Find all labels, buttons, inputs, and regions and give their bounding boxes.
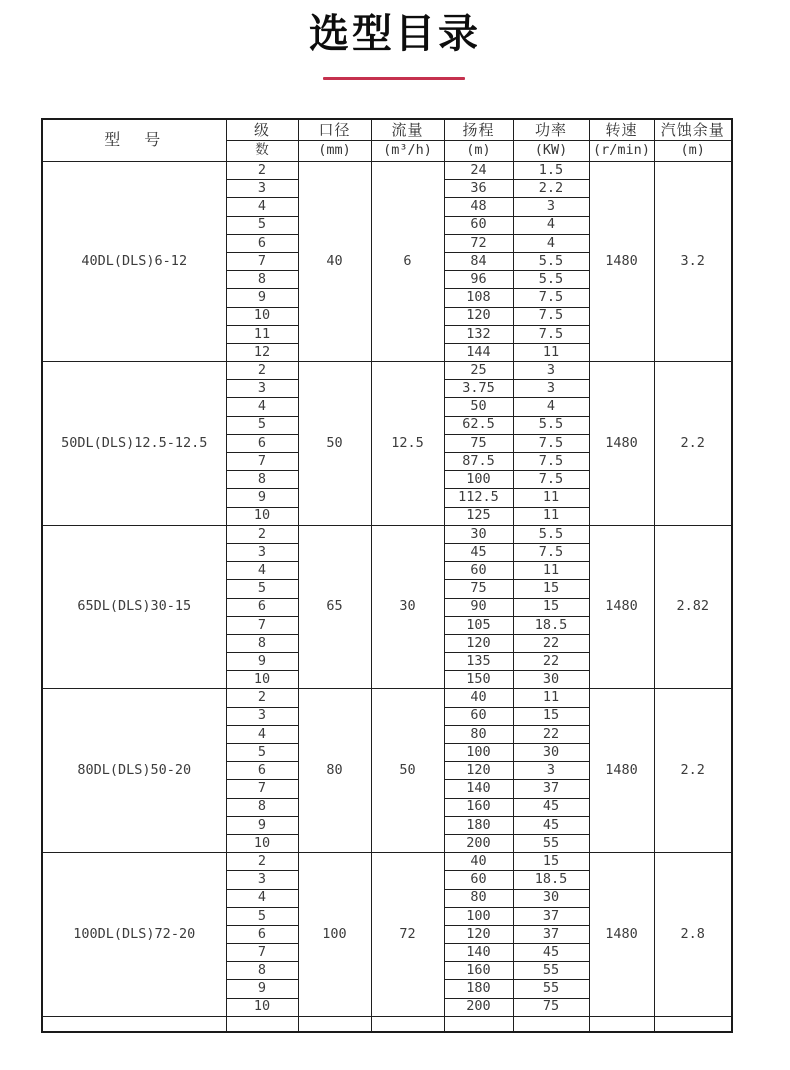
stages-cell: 6 [226, 762, 298, 780]
diameter-cell [298, 1016, 371, 1032]
power-cell: 11 [513, 343, 589, 361]
header-npsh: 汽蚀余量 [654, 119, 732, 141]
head-cell: 112.5 [444, 489, 513, 507]
stages-cell: 2 [226, 689, 298, 707]
head-cell: 140 [444, 944, 513, 962]
head-cell: 87.5 [444, 453, 513, 471]
model-cell: 40DL(DLS)6-12 [42, 162, 226, 362]
stages-cell: 6 [226, 598, 298, 616]
head-cell: 96 [444, 271, 513, 289]
power-cell: 5.5 [513, 416, 589, 434]
head-cell: 125 [444, 507, 513, 525]
stages-cell: 7 [226, 780, 298, 798]
power-cell: 37 [513, 907, 589, 925]
power-cell: 18.5 [513, 871, 589, 889]
model-cell [42, 1016, 226, 1032]
catalog-table-header [42, 119, 732, 162]
power-cell: 30 [513, 671, 589, 689]
diameter-cell: 80 [298, 689, 371, 853]
header-diameter-unit: (mm) [298, 141, 371, 162]
flow-cell [371, 1016, 444, 1032]
head-cell: 200 [444, 834, 513, 852]
power-cell: 3 [513, 198, 589, 216]
head-cell: 45 [444, 543, 513, 561]
flow-cell: 50 [371, 689, 444, 853]
stages-cell: 6 [226, 434, 298, 452]
stages-cell: 6 [226, 234, 298, 252]
head-cell: 75 [444, 580, 513, 598]
power-cell: 11 [513, 489, 589, 507]
stages-cell: 8 [226, 962, 298, 980]
stages-cell: 4 [226, 398, 298, 416]
head-cell: 135 [444, 653, 513, 671]
speed-cell: 1480 [589, 162, 654, 362]
stages-cell: 8 [226, 471, 298, 489]
power-cell: 37 [513, 780, 589, 798]
stages-cell: 2 [226, 362, 298, 380]
stages-cell: 9 [226, 489, 298, 507]
stages-cell: 5 [226, 416, 298, 434]
stages-cell: 3 [226, 180, 298, 198]
head-cell: 140 [444, 780, 513, 798]
head-cell: 50 [444, 398, 513, 416]
stages-cell: 9 [226, 653, 298, 671]
head-cell: 105 [444, 616, 513, 634]
header-row-names [42, 119, 732, 141]
stages-cell: 3 [226, 543, 298, 561]
stages-cell: 4 [226, 725, 298, 743]
power-cell: 22 [513, 634, 589, 652]
stages-cell: 7 [226, 616, 298, 634]
power-cell: 30 [513, 744, 589, 762]
power-cell: 7.5 [513, 453, 589, 471]
head-cell: 30 [444, 525, 513, 543]
power-cell: 3 [513, 362, 589, 380]
power-cell: 5.5 [513, 252, 589, 270]
power-cell: 7.5 [513, 307, 589, 325]
speed-cell: 1480 [589, 689, 654, 853]
header-head: 扬程 [444, 119, 513, 141]
header-head-unit: (m) [444, 141, 513, 162]
stages-cell: 9 [226, 980, 298, 998]
power-cell: 15 [513, 853, 589, 871]
stages-cell: 8 [226, 634, 298, 652]
flow-cell: 72 [371, 853, 444, 1017]
head-cell: 60 [444, 216, 513, 234]
power-cell: 11 [513, 689, 589, 707]
header-diameter: 口径 [298, 119, 371, 141]
stages-cell: 3 [226, 871, 298, 889]
power-cell: 4 [513, 216, 589, 234]
power-cell: 11 [513, 507, 589, 525]
power-cell: 5.5 [513, 271, 589, 289]
header-power-unit: (KW) [513, 141, 589, 162]
stages-cell: 5 [226, 744, 298, 762]
head-cell: 144 [444, 343, 513, 361]
stages-cell: 5 [226, 216, 298, 234]
head-cell: 200 [444, 998, 513, 1016]
stages-cell: 11 [226, 325, 298, 343]
partial-row [42, 1016, 732, 1032]
power-cell: 37 [513, 925, 589, 943]
stages-cell: 10 [226, 834, 298, 852]
model-cell: 100DL(DLS)72-20 [42, 853, 226, 1017]
header-flow: 流量 [371, 119, 444, 141]
npsh-cell: 2.2 [654, 689, 732, 853]
model-cell: 65DL(DLS)30-15 [42, 525, 226, 689]
stages-cell: 9 [226, 289, 298, 307]
power-cell: 22 [513, 653, 589, 671]
stages-cell: 2 [226, 853, 298, 871]
speed-cell [589, 1016, 654, 1032]
head-cell: 75 [444, 434, 513, 452]
stages-cell: 10 [226, 307, 298, 325]
head-cell [444, 1016, 513, 1032]
head-cell: 180 [444, 816, 513, 834]
speed-cell: 1480 [589, 362, 654, 526]
stages-cell: 12 [226, 343, 298, 361]
power-cell: 22 [513, 725, 589, 743]
stages-cell: 4 [226, 562, 298, 580]
power-cell: 55 [513, 980, 589, 998]
stages-cell: 8 [226, 798, 298, 816]
head-cell: 48 [444, 198, 513, 216]
head-cell: 100 [444, 471, 513, 489]
stages-cell: 2 [226, 525, 298, 543]
stages-cell: 4 [226, 198, 298, 216]
head-cell: 40 [444, 853, 513, 871]
stages-cell: 3 [226, 380, 298, 398]
power-cell: 55 [513, 834, 589, 852]
header-power: 功率 [513, 119, 589, 141]
stages-cell: 7 [226, 944, 298, 962]
head-cell: 100 [444, 907, 513, 925]
model-cell: 80DL(DLS)50-20 [42, 689, 226, 853]
stages-cell [226, 1016, 298, 1032]
head-cell: 132 [444, 325, 513, 343]
stages-cell: 10 [226, 998, 298, 1016]
stages-cell: 10 [226, 671, 298, 689]
power-cell: 4 [513, 234, 589, 252]
diameter-cell: 100 [298, 853, 371, 1017]
stages-cell: 3 [226, 707, 298, 725]
diameter-cell: 50 [298, 362, 371, 526]
head-cell: 160 [444, 962, 513, 980]
stages-cell: 2 [226, 162, 298, 180]
header-speed: 转速 [589, 119, 654, 141]
head-cell: 24 [444, 162, 513, 180]
power-cell: 30 [513, 889, 589, 907]
power-cell: 55 [513, 962, 589, 980]
header-stages-unit: 数 [226, 141, 298, 162]
power-cell: 2.2 [513, 180, 589, 198]
power-cell: 15 [513, 580, 589, 598]
power-cell: 15 [513, 707, 589, 725]
speed-cell: 1480 [589, 525, 654, 689]
head-cell: 25 [444, 362, 513, 380]
head-cell: 60 [444, 562, 513, 580]
head-cell: 90 [444, 598, 513, 616]
diameter-cell: 65 [298, 525, 371, 689]
diameter-cell: 40 [298, 162, 371, 362]
power-cell: 75 [513, 998, 589, 1016]
head-cell: 60 [444, 707, 513, 725]
power-cell: 3 [513, 762, 589, 780]
head-cell: 72 [444, 234, 513, 252]
head-cell: 40 [444, 689, 513, 707]
head-cell: 120 [444, 307, 513, 325]
page-title: 选型目录 [309, 12, 481, 56]
power-cell: 11 [513, 562, 589, 580]
stages-cell: 8 [226, 271, 298, 289]
head-cell: 62.5 [444, 416, 513, 434]
header-model: 型 号 [42, 119, 226, 162]
head-cell: 120 [444, 634, 513, 652]
stages-cell: 7 [226, 453, 298, 471]
header-stages: 级 [226, 119, 298, 141]
flow-cell: 6 [371, 162, 444, 362]
head-cell: 100 [444, 744, 513, 762]
power-cell: 3 [513, 380, 589, 398]
head-cell: 3.75 [444, 380, 513, 398]
npsh-cell: 2.8 [654, 853, 732, 1017]
table-row [42, 525, 732, 543]
table-row [42, 162, 732, 180]
head-cell: 120 [444, 925, 513, 943]
head-cell: 108 [444, 289, 513, 307]
head-cell: 160 [444, 798, 513, 816]
stages-cell: 5 [226, 907, 298, 925]
header-speed-unit: (r/min) [589, 141, 654, 162]
power-cell: 4 [513, 398, 589, 416]
stages-cell: 4 [226, 889, 298, 907]
power-cell [513, 1016, 589, 1032]
table-row [42, 362, 732, 380]
power-cell: 5.5 [513, 525, 589, 543]
power-cell: 7.5 [513, 434, 589, 452]
flow-cell: 12.5 [371, 362, 444, 526]
header-npsh-unit: (m) [654, 141, 732, 162]
head-cell: 80 [444, 725, 513, 743]
power-cell: 7.5 [513, 543, 589, 561]
npsh-cell [654, 1016, 732, 1032]
head-cell: 150 [444, 671, 513, 689]
stages-cell: 7 [226, 252, 298, 270]
stages-cell: 6 [226, 925, 298, 943]
head-cell: 180 [444, 980, 513, 998]
flow-cell: 30 [371, 525, 444, 689]
stages-cell: 5 [226, 580, 298, 598]
catalog-table-body [42, 162, 732, 1017]
power-cell: 1.5 [513, 162, 589, 180]
power-cell: 7.5 [513, 289, 589, 307]
power-cell: 18.5 [513, 616, 589, 634]
npsh-cell: 2.2 [654, 362, 732, 526]
head-cell: 84 [444, 252, 513, 270]
head-cell: 60 [444, 871, 513, 889]
power-cell: 45 [513, 816, 589, 834]
model-cell: 50DL(DLS)12.5-12.5 [42, 362, 226, 526]
power-cell: 15 [513, 598, 589, 616]
title-underline-rule [323, 77, 465, 80]
power-cell: 45 [513, 798, 589, 816]
stages-cell: 9 [226, 816, 298, 834]
stages-cell: 10 [226, 507, 298, 525]
speed-cell: 1480 [589, 853, 654, 1017]
header-flow-unit: (m³/h) [371, 141, 444, 162]
power-cell: 7.5 [513, 471, 589, 489]
power-cell: 7.5 [513, 325, 589, 343]
catalog-table-partial-row [42, 1016, 732, 1032]
power-cell: 45 [513, 944, 589, 962]
table-row [42, 689, 732, 707]
npsh-cell: 3.2 [654, 162, 732, 362]
head-cell: 36 [444, 180, 513, 198]
table-row [42, 853, 732, 871]
head-cell: 80 [444, 889, 513, 907]
catalog-table [41, 118, 733, 1033]
npsh-cell: 2.82 [654, 525, 732, 689]
head-cell: 120 [444, 762, 513, 780]
